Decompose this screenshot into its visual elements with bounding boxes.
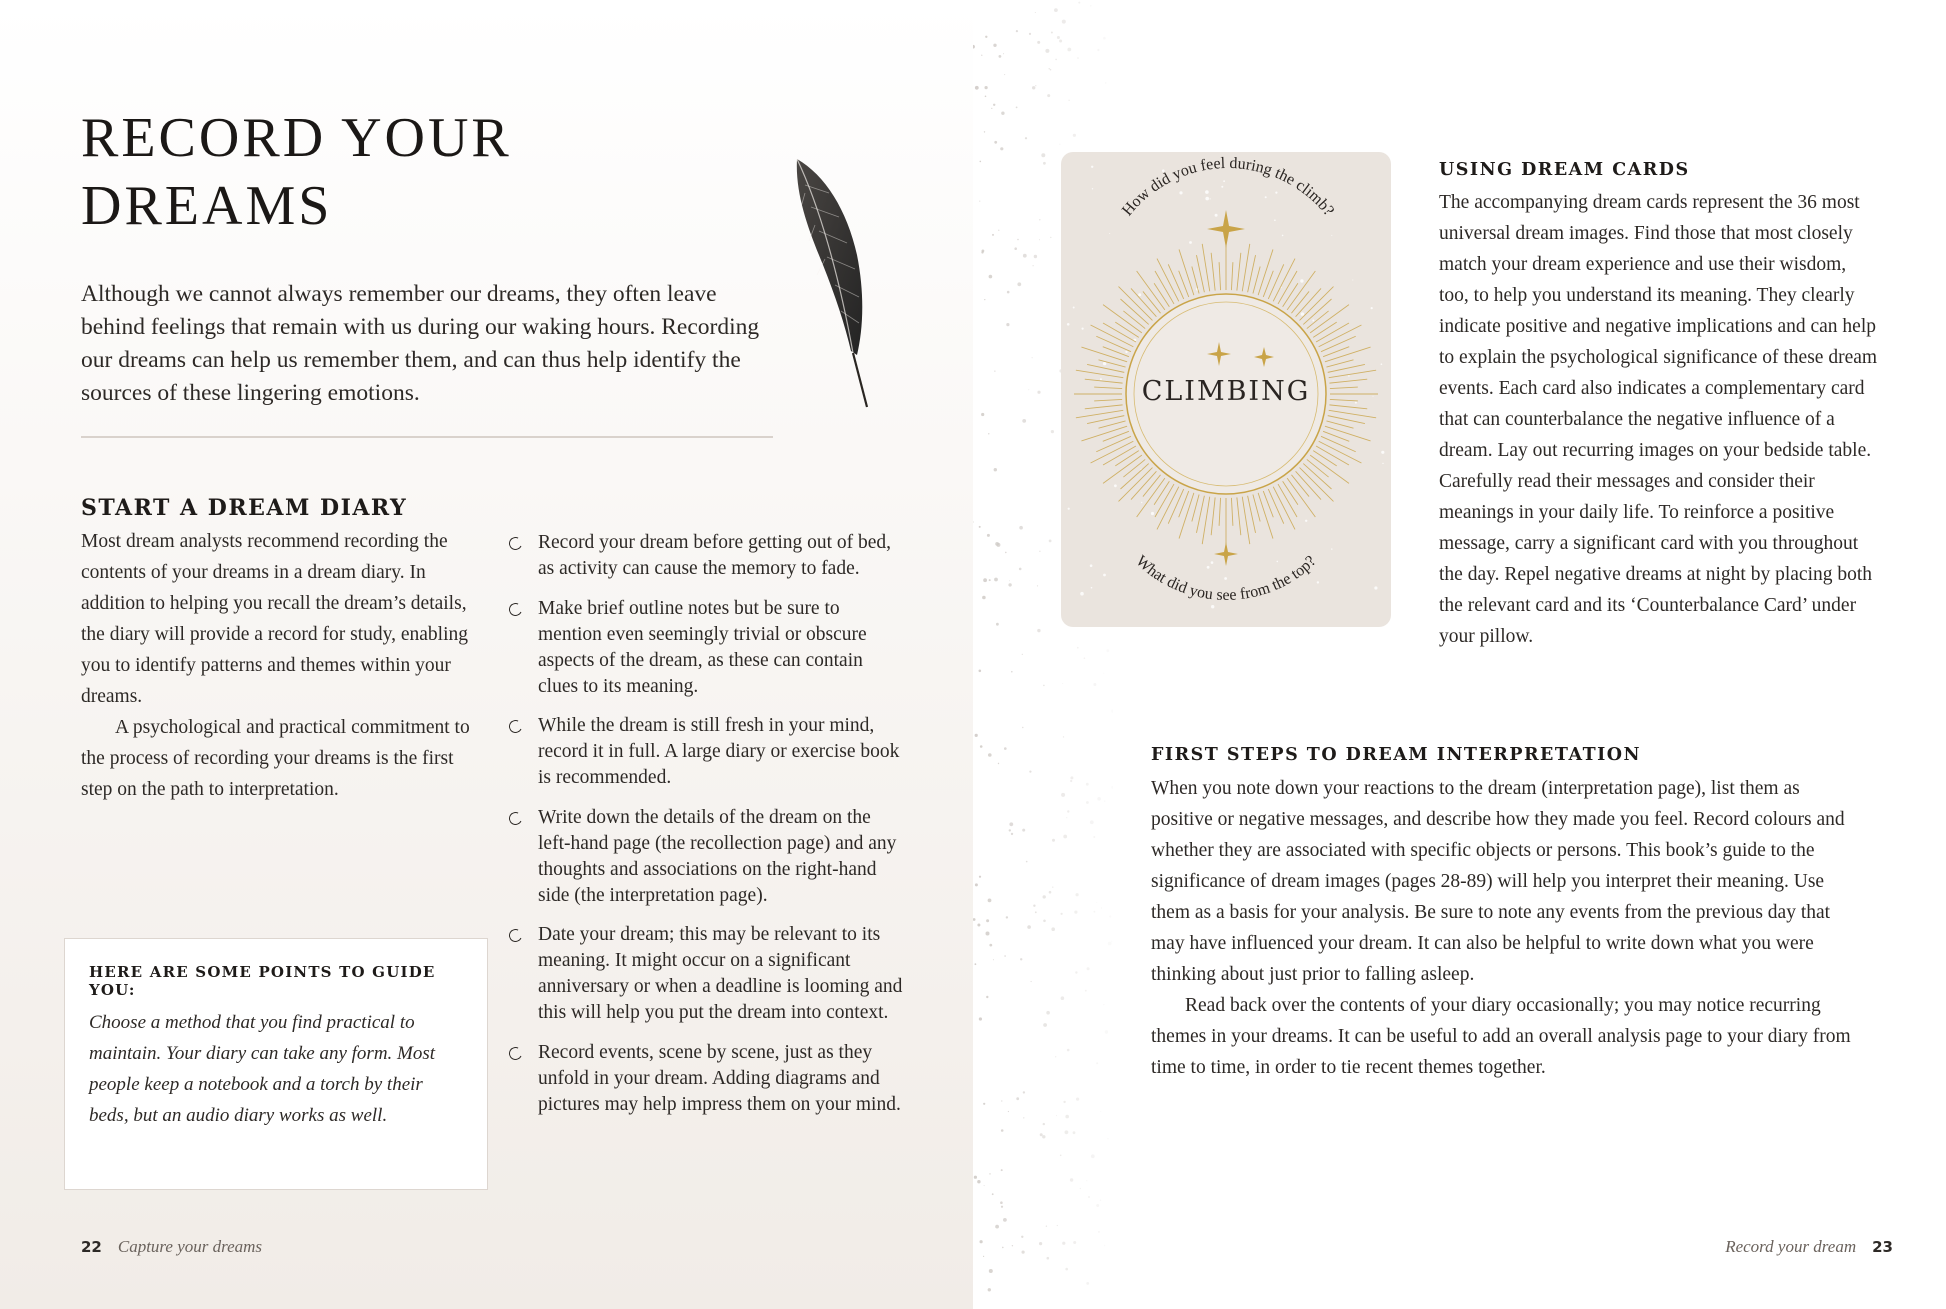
guide-heading: HERE ARE SOME POINTS TO GUIDE YOU:	[89, 963, 436, 999]
gutter-star	[987, 534, 990, 537]
gutter-star	[983, 578, 987, 582]
gutter-star	[1009, 580, 1010, 581]
gutter-star	[1104, 801, 1105, 802]
gutter-star	[1108, 942, 1112, 946]
gutter-star	[1016, 1097, 1019, 1100]
gutter-star	[989, 579, 991, 581]
point-text: Date your dream; this may be relevant to its meaning. It might occur on a significant anniversary or when a deadline is looming and this will help you put the dream into context.	[538, 924, 903, 1023]
gutter-star	[994, 578, 998, 582]
gutter-star	[1055, 1056, 1056, 1057]
intro-paragraph: Although we cannot always remember our dreams, they often leave behind feelings that remain with us during our waking hours. Recording our dreams can help us remember them, and can thus help identify the sources of these lingering emotions.	[81, 281, 760, 406]
gutter-star	[1000, 147, 1003, 150]
gutter-star	[1062, 20, 1066, 24]
gutter-star	[979, 876, 981, 878]
gutter-star	[1084, 657, 1086, 659]
gutter-star	[1073, 1241, 1076, 1244]
gutter-star	[993, 104, 995, 106]
gutter-star	[994, 468, 997, 471]
list-item	[507, 530, 907, 582]
gutter-star	[1100, 1111, 1101, 1112]
gutter-star	[1076, 1098, 1079, 1101]
list-item	[507, 922, 907, 1026]
gutter-star	[1032, 86, 1035, 89]
gutter-star	[1078, 2, 1080, 4]
gutter-star	[1019, 526, 1023, 530]
gutter-star	[1022, 419, 1026, 423]
gutter-star	[998, 230, 999, 231]
gutter-star	[981, 413, 984, 416]
gutter-star	[1043, 685, 1045, 687]
gutter-star	[986, 996, 988, 998]
interpretation-paragraph: When you note down your reactions to the dream (interpretation page), list them as positive or negative messages, and describe how they made you feel. Record colours and whether they are associated with specific objects or persons. This book’s guide to the significance of dream images (pages 28-89) will help you interpret their meaning. Use them as a basis for your analysis. Be sure to note any events from the previous day that may have influenced your dream. It can also be helpful to write down what you were thinking about just prior to falling asleep.	[1151, 778, 1845, 985]
gutter-star	[974, 1176, 977, 1179]
gutter-star	[985, 86, 988, 89]
gutter-star	[1047, 94, 1050, 97]
gutter-star	[1049, 540, 1052, 543]
gutter-star	[1023, 1117, 1024, 1118]
right-page	[973, 0, 1946, 1309]
list-item	[507, 713, 907, 791]
gutter-star	[980, 745, 983, 748]
gutter-star	[984, 299, 985, 300]
gutter-star	[1056, 1115, 1057, 1116]
gutter-star	[1041, 153, 1045, 157]
list-item	[507, 596, 907, 700]
gutter-star	[1037, 629, 1040, 632]
gutter-star	[1062, 1242, 1065, 1245]
point-text: While the dream is still fresh in your mind, record it in full. A large diary or exercise book is recommended.	[538, 715, 900, 788]
gutter-star	[996, 623, 999, 626]
gutter-star	[1103, 673, 1104, 674]
gutter-star	[1031, 981, 1032, 982]
gutter-star	[1023, 254, 1027, 258]
page-number: 22	[81, 1238, 102, 1256]
gutter-star	[1040, 1133, 1043, 1136]
gutter-star	[1014, 247, 1017, 250]
gutter-star	[973, 918, 976, 921]
bullet-icon	[507, 601, 524, 618]
gutter-star	[975, 883, 978, 886]
gutter-star	[1105, 82, 1107, 84]
gutter-star	[1039, 1242, 1042, 1245]
gutter-star	[1001, 1169, 1003, 1171]
gutter-star	[1029, 33, 1031, 35]
points-list	[507, 530, 907, 1131]
gutter-star	[1009, 829, 1011, 831]
gutter-star	[1090, 820, 1094, 824]
gutter-star	[993, 44, 996, 47]
gutter-star	[1077, 647, 1079, 649]
gutter-star	[1005, 552, 1007, 554]
gutter-star	[1067, 48, 1071, 52]
gutter-star	[1061, 793, 1065, 797]
gutter-star	[1004, 955, 1006, 957]
gutter-star	[1051, 927, 1055, 931]
gutter-star	[1097, 797, 1101, 801]
gutter-star	[980, 161, 982, 163]
interpretation-text	[1151, 773, 1851, 1083]
diary-paragraph: Most dream analysts recommend recording the contents of your dreams in a dream diary. In addition to helping you recall the dream’s details, the diary will provide a record for study, enabling you to identify patterns and themes within your dreams.	[81, 531, 468, 707]
point-text: Record events, scene by scene, just as they unfold in your dream. Adding diagrams and pictures may help impress them on your mind.	[538, 1041, 901, 1115]
gutter-star	[981, 55, 982, 56]
gutter-star	[1104, 1245, 1105, 1246]
gutter-star	[975, 963, 977, 965]
gutter-star	[1045, 49, 1049, 53]
gutter-star	[988, 753, 992, 757]
gutter-star	[1002, 1247, 1004, 1249]
gutter-star	[982, 596, 986, 600]
gutter-star	[1105, 1030, 1108, 1033]
gutter-star	[1007, 291, 1010, 294]
svg-text:How did you feel during the cl	[1119, 155, 1337, 219]
gutter-star	[1067, 1049, 1070, 1052]
gutter-star	[1035, 12, 1036, 13]
gutter-star	[1001, 1100, 1002, 1101]
gutter-star	[1061, 913, 1063, 915]
gutter-star	[1000, 1201, 1003, 1204]
list-item	[507, 805, 907, 909]
gutter-star	[1004, 747, 1007, 750]
bullet-icon	[507, 718, 524, 735]
gutter-star	[1004, 74, 1005, 75]
gutter-star	[993, 959, 994, 960]
gutter-star	[975, 734, 978, 737]
gutter-star	[985, 96, 987, 98]
gutter-star	[1046, 1011, 1050, 1015]
gutter-star	[1043, 162, 1046, 165]
gutter-star	[1022, 654, 1023, 655]
gutter-star	[1065, 1268, 1068, 1271]
gutter-star	[1103, 1004, 1104, 1005]
gutter-star	[1039, 551, 1040, 552]
gutter-star	[1057, 36, 1060, 39]
gutter-star	[989, 1269, 993, 1273]
gutter-star	[1003, 1218, 1007, 1222]
gutter-star	[988, 1288, 991, 1291]
gutter-star	[1037, 391, 1040, 394]
gutter-star	[1087, 967, 1090, 970]
gutter-star	[998, 763, 999, 764]
gutter-star	[1060, 144, 1061, 145]
gutter-star	[1091, 1154, 1095, 1158]
gutter-star	[1025, 137, 1027, 139]
gutter-star	[1021, 1236, 1023, 1238]
gutter-star	[1046, 1226, 1047, 1227]
gutter-star	[1097, 49, 1099, 51]
gutter-star	[1059, 40, 1062, 43]
point-text: Write down the details of the dream on the left-hand page (the recollection page) and any thoughts and associations on the right-hand side (the interpretation page).	[538, 806, 897, 906]
card-question-bottom: What did you see from the top?	[1132, 552, 1320, 604]
gutter-star	[979, 670, 982, 673]
gutter-star	[1052, 839, 1055, 842]
gutter-star	[1050, 237, 1051, 238]
gutter-star	[1023, 1091, 1025, 1093]
gutter-star	[1070, 1178, 1073, 1181]
gutter-star	[1086, 1282, 1089, 1285]
gutter-star	[1039, 219, 1040, 220]
gutter-star	[1109, 915, 1111, 917]
gutter-star	[1111, 786, 1113, 789]
gutter-star	[1096, 902, 1097, 903]
gutter-star	[986, 932, 990, 936]
gutter-star	[1086, 1180, 1087, 1181]
gutter-star	[1073, 1131, 1076, 1134]
gutter-star	[1062, 683, 1063, 684]
gutter-star	[1068, 100, 1069, 101]
gutter-star	[1011, 671, 1013, 673]
dream-card	[1061, 152, 1391, 627]
gutter-star	[1006, 916, 1008, 918]
gutter-star	[1001, 1206, 1003, 1208]
gutter-star	[989, 1173, 990, 1174]
gutter-star	[1107, 1138, 1108, 1139]
gutter-star	[994, 141, 997, 144]
gutter-star	[1060, 1155, 1062, 1157]
gutter-star	[1065, 1130, 1069, 1134]
bullet-icon	[507, 810, 524, 827]
gutter-star	[979, 526, 981, 528]
gutter-star	[977, 924, 980, 927]
card-question-top: How did you feel during the climb?	[1118, 154, 1338, 220]
gutter-star	[1047, 1257, 1050, 1260]
point-text: Record your dream before getting out of bed, as activity can cause the memory to fade.	[538, 532, 892, 579]
gutter-star	[1011, 833, 1013, 835]
gutter-star	[1028, 389, 1029, 390]
gutter-star	[1022, 1251, 1025, 1254]
gutter-star	[973, 522, 974, 523]
gutter-star	[1033, 265, 1034, 266]
gutter-star	[986, 919, 989, 922]
gutter-star	[1075, 971, 1077, 973]
gutter-star	[1052, 887, 1053, 888]
gutter-star	[1111, 709, 1113, 712]
gutter-star	[1057, 1225, 1058, 1226]
gutter-star	[1016, 30, 1018, 32]
diary-paragraph: A psychological and practical commitment to the process of recording your dreams is the first step on the path to interpretation.	[81, 717, 470, 800]
gutter-star	[1020, 958, 1022, 960]
guide-text: Choose a method that you find practical to maintain. Your diary can take any form. Most people keep a notebook and a torch by their beds, but an audio diary works as well.	[89, 1012, 436, 1126]
gutter-star	[979, 201, 980, 202]
gutter-star	[1051, 430, 1054, 433]
gutter-star	[1009, 822, 1013, 826]
gutter-star	[1012, 1245, 1013, 1246]
gutter-star	[1001, 1129, 1004, 1132]
interpretation-paragraph: Read back over the contents of your diary occasionally; you may notice recurring themes in your dreams. It can be useful to add an overall analysis page to your diary from time to time, in order to tie recent themes together.	[1151, 995, 1851, 1078]
gutter-star	[1039, 239, 1040, 240]
gutter-star	[1006, 323, 1009, 326]
running-footer: Record your dream	[1725, 1237, 1857, 1256]
page-number: 23	[1872, 1238, 1893, 1256]
card-word: CLIMBING	[1141, 376, 1311, 407]
gutter-star	[983, 1256, 984, 1257]
gutter-star	[977, 1180, 980, 1183]
gutter-star	[1100, 1200, 1101, 1201]
gutter-star	[991, 108, 992, 109]
interpretation-heading: FIRST STEPS TO DREAM INTERPRETATION	[1151, 745, 1642, 765]
gutter-star	[1106, 649, 1109, 652]
gutter-star	[1094, 911, 1096, 913]
gutter-star	[1077, 57, 1079, 59]
gutter-star	[992, 234, 994, 236]
list-item	[507, 1040, 907, 1118]
gutter-star	[1026, 861, 1028, 863]
gutter-star	[995, 542, 999, 546]
gutter-star	[988, 899, 992, 903]
gutter-star	[999, 55, 1002, 58]
gutter-star	[1093, 683, 1096, 686]
gutter-star	[1085, 990, 1087, 992]
divider	[81, 436, 773, 438]
gutter-star	[1027, 925, 1031, 929]
gutter-star	[988, 433, 989, 434]
gutter-star	[995, 1225, 999, 1229]
gutter-star	[1070, 780, 1072, 782]
gutter-star	[1067, 810, 1069, 812]
gutter-star	[981, 251, 983, 253]
gutter-star	[1086, 783, 1089, 786]
cards-text: The accompanying dream cards represent the 36 most universal dream images. Find those that most closely match your dream experience and use their wisdom, too, to help you understand its meaning. They clearly indicate positive and negative implications and can help to explain the psychological significance of these dream events. Each card also indicates a complementary card that can counterbalance the negative influence of a dream. Lay out recurring images on your bedside table. Carefully read their messages and consider their meanings in your daily life. To reinforce a positive message, carry a significant card with you throughout the day. Repel negative dreams at night by placing both the relevant card and its ‘Counterbalance Card’ under your pillow.	[1439, 192, 1878, 647]
gutter-star	[1001, 112, 1004, 115]
gutter-star	[1076, 893, 1079, 896]
gutter-star	[983, 1103, 985, 1105]
gutter-star	[1055, 59, 1057, 61]
gutter-star	[1061, 996, 1065, 1000]
gutter-star	[1111, 941, 1112, 942]
gutter-star	[1049, 891, 1052, 894]
gutter-star	[984, 131, 985, 132]
gutter-star	[984, 1185, 985, 1186]
gutter-star	[1073, 134, 1076, 137]
gutter-star	[1086, 801, 1089, 804]
gutter-star	[985, 36, 987, 38]
gutter-star	[1035, 911, 1037, 913]
gutter-star	[1050, 69, 1052, 71]
gutter-star	[1051, 32, 1053, 34]
gutter-star	[1037, 41, 1040, 44]
gutter-star	[1063, 835, 1067, 839]
gutter-star	[1098, 1231, 1100, 1233]
gutter-star	[1096, 1204, 1099, 1207]
gutter-star	[989, 275, 993, 279]
gutter-star	[1054, 8, 1058, 12]
gutter-star	[975, 86, 979, 90]
gutter-star	[1022, 727, 1023, 728]
gutter-star	[973, 45, 975, 49]
gutter-star	[1043, 920, 1046, 923]
diary-heading: START A DREAM DIARY	[81, 495, 408, 521]
folio-left	[81, 1237, 262, 1257]
bullet-icon	[507, 1045, 524, 1062]
svg-text:What did you see from the top?	[1132, 553, 1319, 604]
gutter-star	[1093, 836, 1095, 838]
gutter-star	[1063, 1101, 1065, 1103]
gutter-star	[1032, 357, 1033, 358]
gutter-star	[1003, 53, 1004, 54]
gutter-star	[1070, 776, 1073, 779]
gutter-star	[1043, 1023, 1047, 1027]
gutter-star	[1043, 895, 1046, 898]
page-title: RECORD YOUR DREAMS	[81, 107, 512, 237]
gutter-star	[1066, 817, 1067, 818]
gutter-star	[1033, 905, 1035, 907]
diary-text	[81, 526, 476, 805]
gutter-star	[1008, 1111, 1009, 1112]
guide-box	[64, 938, 488, 1190]
gutter-star	[980, 1240, 983, 1243]
gutter-star	[1008, 583, 1011, 586]
folio-right	[1725, 1237, 1893, 1257]
point-text: Make brief outline notes but be sure to mention even seemingly trivial or obscure aspects of the dream, as these can contain clues to its meaning.	[538, 597, 867, 697]
cards-heading: USING DREAM CARDS	[1439, 160, 1690, 180]
gutter-star	[1019, 568, 1022, 571]
gutter-star	[1063, 736, 1064, 737]
running-footer: Capture your dreams	[117, 1237, 263, 1256]
bullet-icon	[507, 535, 524, 552]
gutter-star	[1090, 5, 1091, 6]
gutter-star	[1043, 1123, 1045, 1125]
gutter-star	[1088, 1196, 1090, 1198]
gutter-star	[1016, 107, 1018, 109]
gutter-star	[1017, 239, 1019, 241]
gutter-star	[992, 1193, 994, 1195]
bullet-icon	[507, 927, 524, 944]
gutter-star	[1017, 282, 1021, 286]
gutter-star	[1096, 1062, 1098, 1064]
gutter-star	[1034, 255, 1037, 258]
gutter-star	[1022, 829, 1025, 832]
gutter-star	[1042, 1135, 1045, 1138]
gutter-star	[1103, 37, 1106, 40]
gutter-star	[994, 371, 995, 372]
gutter-star	[979, 1017, 982, 1020]
gutter-star	[1074, 911, 1077, 914]
gutter-star	[1101, 907, 1102, 908]
gutter-star	[1035, 85, 1036, 86]
gutter-star	[1029, 771, 1031, 773]
gutter-star	[1065, 1115, 1069, 1119]
gutter-star	[1080, 1188, 1081, 1189]
gutter-star	[1049, 68, 1050, 69]
gutter-star	[1037, 585, 1038, 586]
gutter-star	[989, 944, 992, 947]
feather-icon	[785, 155, 895, 415]
